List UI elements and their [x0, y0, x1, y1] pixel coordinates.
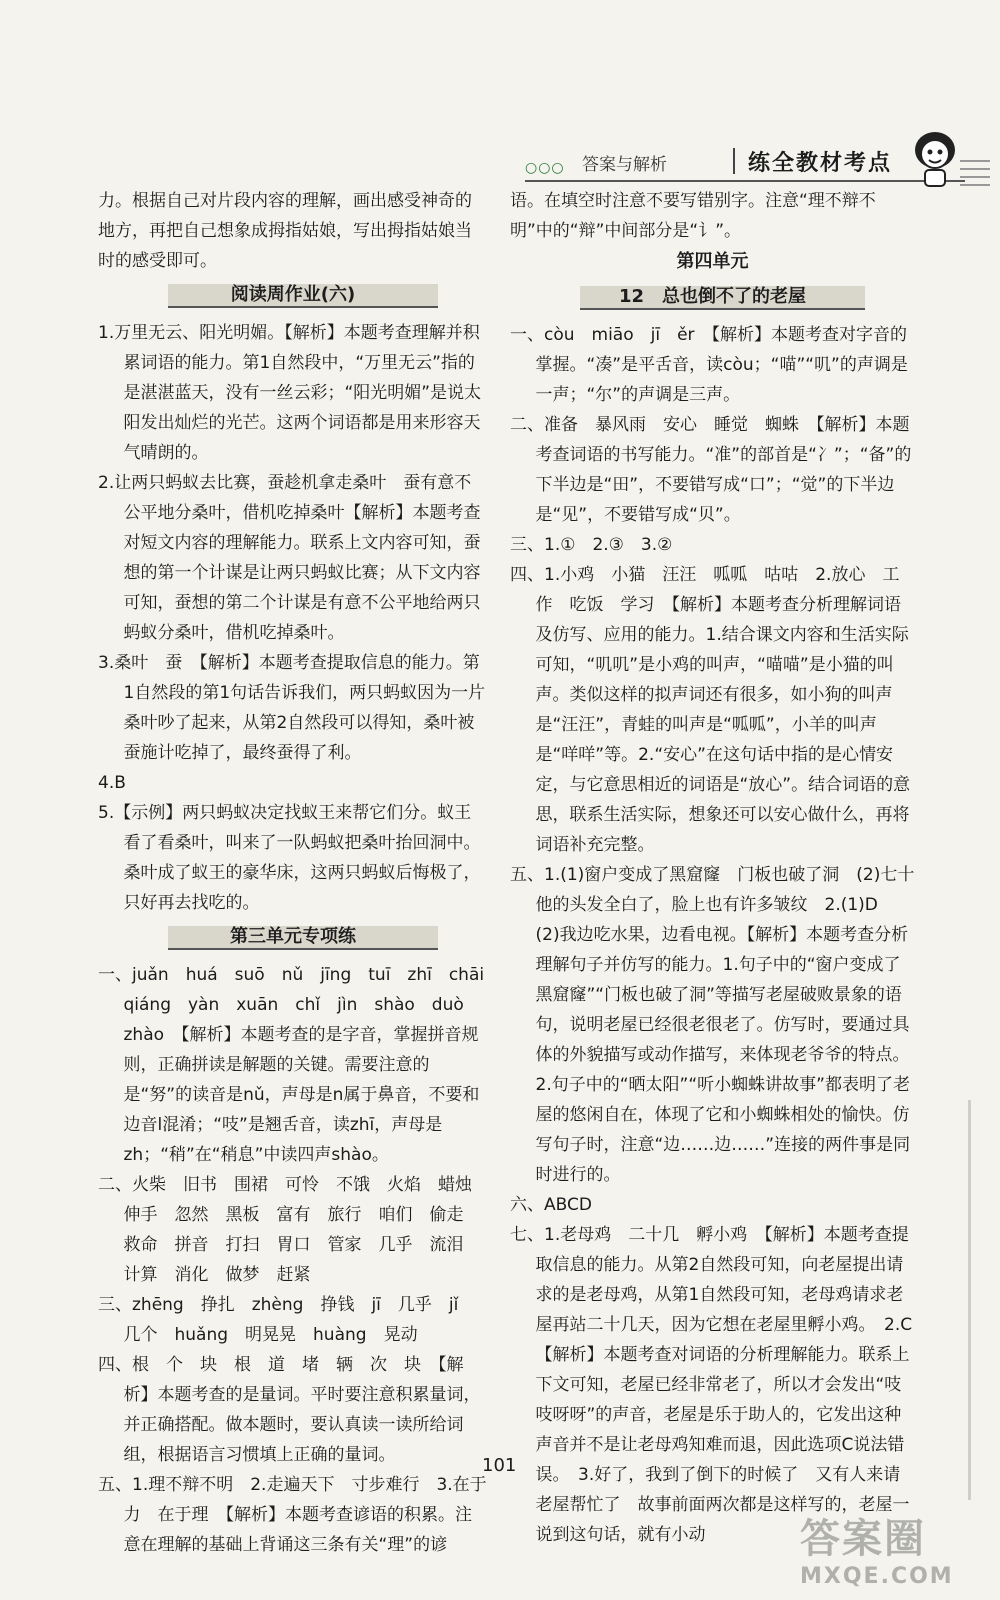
section-heading: [98, 278, 488, 314]
page-number: 101: [482, 1455, 517, 1476]
unit-title: 第四单元: [676, 251, 749, 272]
watermark-text: 答案圈: [800, 1516, 926, 1562]
watermark-logo: [800, 1507, 980, 1587]
header-subtitle: 答案与解析: [582, 155, 667, 175]
answer-item: 4.B: [98, 773, 126, 793]
right-intro-text: 语。在填空时注意不要写错别字。注意“理不辩不明”中的“辩”中间部分是“讠”。: [510, 191, 876, 241]
left-intro-text: 力。根据自己对片段内容的理解，画出感受神奇的地方，再把自己想象成拇指姑娘，写出拇指姑娘当时的感受即可。: [98, 191, 472, 271]
section-heading: [510, 280, 915, 316]
answer-item: 六、ABCD: [510, 1195, 592, 1215]
watermark-url: MXQE.COM: [800, 1564, 954, 1589]
section-heading-text: 第三单元专项练: [230, 926, 356, 947]
answer-item: 5.【示例】两只蚂蚁决定找蚁王来帮它们分。蚁王看了看桑叶，叫来了一队蚂蚁把桑叶抬回洞中。桑叶成了蚁王的豪华床，这两只蚂蚁后悔极了，只好再去找吃的。: [98, 803, 481, 913]
section-heading-text: 12 总也倒不了的老屋: [618, 286, 807, 307]
answer-item: 五、1.理不辩不明 2.走遍天下 寸步难行 3.在于力 在于理 【解析】本题考查谚语的积累。注意在理解的基础上背诵这三条有关“理”的谚: [98, 1475, 487, 1555]
header-separator: [733, 148, 735, 174]
answer-item: 一、juǎn huá suō nǔ jīng tuī zhī chāi qiáng yàn xuān chǐ jìn shào duò zhào 【解析】本题考查的是字音，掌握拼音规则，正确拼读是解题的关键。需要注意的是“努”的读音是nǔ，声母是n属于鼻音，不要和边音l混淆；“吱”是翘舌音，读zhī，声母是zh；“稍”在“稍息”中读四声shào。: [98, 965, 502, 1165]
answer-item: 二、火柴 旧书 围裙 可怜 不饿 火焰 蜡烛 伸手 忽然 黑板 富有 旅行 咱们 偷走 救命 拼音 打扫 胃口 管家 几乎 流泪 计算 消化 做梦 赶紧: [98, 1175, 489, 1285]
mascot-icon: [905, 124, 965, 190]
header-title: 练全教材考点: [748, 151, 893, 176]
answer-item: 四、1.小鸡 小猫 汪汪 呱呱 咕咕 2.放心 工作 吃饭 学习 【解析】本题考查分析理解词语及仿写、应用的能力。1.结合课文内容和生活实际可知，“叽叽”是小鸡的叫声，“喵喵”是小猫的叫声。类似这样的拟声词还有很多，如小狗的叫声是“汪汪”，青蛙的叫声是“呱呱”，小羊的叫声是“咩咩”等。2.“安心”在这句话中指的是心情安定，与它意思相近的词语是“放心”。结合词语的意思，联系生活实际，想象还可以安心做什么，再将词语补充完整。: [510, 565, 911, 855]
answer-item: 2.让两只蚂蚁去比赛，蚕趁机拿走桑叶 蚕有意不公平地分桑叶，借机吃掉桑叶【解析】本题考查对短文内容的理解能力。联系上文内容可知，蚕想的第一个计谋是让两只蚂蚁比赛；从下文内容可知，蚕想的第二个计谋是有意不公平地给两只蚂蚁分桑叶，借机吃掉桑叶。: [98, 473, 481, 643]
answer-item: 一、còu miāo jī ěr 【解析】本题考查对字音的掌握。“凑”是平舌音，读còu；“喵”“叽”的声调是一声；“尔”的声调是三声。: [510, 325, 908, 405]
answer-item: 七、1.老母鸡 二十几 孵小鸡 【解析】本题考查提取信息的能力。从第2自然段可知，向老屋提出请求的是老母鸡，从第1自然段可知，老母鸡请求老屋再站二十几天，因为它想在老屋里孵小鸡。 2.C 【解析】本题考查对词语的分析理解能力。联系上下文可知，老屋已经非常老了，所以才会发出“吱吱呀呀”的声音，老屋是乐于助人的，它发出这种声音并不是让老母鸡知难而退，因此选项C说法错误。 3.好了，我到了倒下的时候了 又有人来请老屋帮忙了 故事前面两次都是这样写的，老屋一说到这句话，就有小动: [510, 1225, 930, 1545]
page-header: [525, 146, 965, 182]
page-spine-shadow: [968, 1100, 971, 1500]
answer-item: 1.万里无云、阳光明媚。【解析】本题考查理解并积累词语的能力。第1自然段中，“万里无云”指的是湛湛蓝天，没有一丝云彩；“阳光明媚”是说太阳发出灿烂的光芒。这两个词语都是用来形容天气晴朗的。: [98, 323, 482, 463]
header-decoration: ○○○: [525, 160, 565, 176]
header-rule: [525, 180, 965, 182]
right-column: [510, 186, 932, 1550]
section-heading: [98, 920, 488, 956]
answer-item: 四、根 个 块 根 道 堵 辆 次 块 【解析】本题考查的是量词。平时要注意积累量词，并正确搭配。做本题时，要认真读一读所给词组，根据语言习惯填上正确的量词。: [98, 1355, 481, 1465]
answer-item: 二、准备 暴风雨 安心 睡觉 蜘蛛 【解析】本题考查词语的书写能力。“准”的部首是“冫”；“备”的下半边是“田”，不要错写成“口”；“觉”的下半边是“见”，不要错写成“贝”。: [510, 415, 912, 525]
section-heading-text: 阅读周作业(六): [230, 284, 356, 305]
corner-lines: [960, 160, 990, 192]
answer-item: 三、1.① 2.③ 3.②: [510, 535, 673, 555]
answer-item: 五、1.(1)窗户变成了黑窟窿 门板也破了洞 (2)七十 他的头发全白了，脸上也有许多皱纹 2.(1)D (2)我边吃水果，边看电视。【解析】本题考查分析理解句子并仿写的能力。1.句子中的“窗户变成了黑窟窿”“门板也破了洞”等描写老屋破败景象的语句，说明老屋已经很老很老了。仿写时，要通过具体的外貌描写或动作描写，来体现老爷爷的特点。2.句子中的“晒太阳”“听小蜘蛛讲故事”都表明了老屋的悠闲自在，体现了它和小蜘蛛相处的愉快。仿写句子时，注意“边……边……”连接的两件事是同时进行的。: [510, 865, 932, 1185]
answer-item: 3.桑叶 蚕 【解析】本题考查提取信息的能力。第1自然段的第1句话告诉我们，两只蚂蚁因为一片桑叶吵了起来，从第2自然段可以得知，桑叶被蚕施计吃掉了，最终蚕得了利。: [98, 653, 486, 763]
answer-item: 三、zhēng 挣扎 zhèng 挣钱 jī 几乎 jǐ 几个 huǎng 明晃晃 huàng 晃动: [98, 1295, 476, 1345]
